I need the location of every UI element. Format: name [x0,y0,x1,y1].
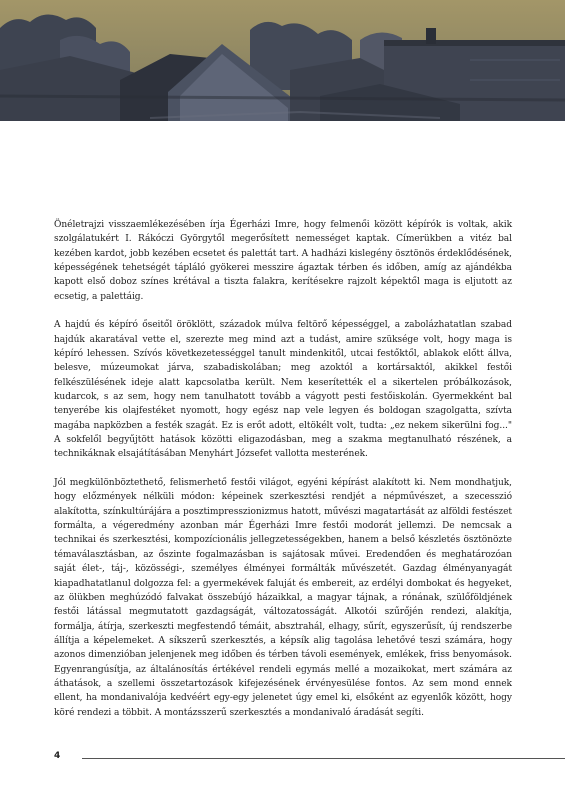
article-body [54,218,512,720]
page-footer [0,748,565,768]
page-number: 4 [54,751,61,761]
village-rooftops-painting-image [0,0,565,121]
header-painting [0,0,565,121]
paragraph-2: A hajdú és képíró őseitől öröklött, századok múlva feltörő képességgel, a zabolázhatatlan szabad hajdúk akaratával vette el, szerezte meg mind azt a tudást, amire szüksége volt, hogy maga is képíró lehessen. Szívós következetességgel tanult mindenkitől, utcai festőktől, ablakok előtt állva, belesve, múzeumokat járva, szabadiskolában; meg azoktól a kortársaktól, akikkel festői felkészülésének ideje alatt kapcsolatba került. Nem keserítették el a sikertelen próbálkozások, kudarcok, s az sem, hogy nem tanulhatott tovább a vágyott pesti festőiskolán. Gyermekként bal tenyerébe kis olajfestéket nyomott, hogy egész nap vele legyen és boldogan szagolgatta, szívta magába napközben a festék szagát. Ez is erőt adott, eltökélt volt, tudta: „ez nekem sikerülni fog..." A sokfelől begyűjtött hatások közötti eligazodásban, meg a szakma megtanulható részének, a technikáknak elsajátításában Menyhárt Józsefet vallotta mesterének. [54,320,512,460]
footer-divider [82,758,565,759]
paragraph-1: Önéletrajzi visszaemlékezésében írja Égerházi Imre, hogy felmenői között képírók is voltak, akik szolgálatukért I. Rákóczi Györgytől megerősített nemességet kaptak. Címerükben a vitéz bal kezében kardot, jobb kezében ecsetet és palettát tart. A hadházi kislegény ösztönös érdeklődésének, képességének tehetségét tápláló gyökerei messzire ágaztak térben és időben, amíg az ajándékba kapott első doboz színes krétával a tiszta falakra, kerítésekre rajzolt képektől maga is eljutott az ecsetig, a palettáig. [54,220,512,302]
paragraph-3: Jól megkülönböztethető, felismerhető festői világot, egyéni képírást alakított ki. Nem mondhatjuk, hogy előzmények nélküli módon: képeinek szerkesztési rendjét a népművészet, a szecesszió alakította, színkultúrájára a posztimpresszionizmus hatott, művészi magatartását az alföldi festészet formálta, a végeredmény azonban már Égerházi Imre festői modorát jellemzi. De nemcsak a technikai és szerkesztési, kompozícionális jellegzetességekben, hanem a belső készletés ösztönözte témaválasztásban, az őszinte fogalmazásban is sajátosak művei. Eredendően és meghatározóan saját élet-, táj-, közösségi-, személyes élményei formálták művészetét. Gazdag élményanyagát kiapadhatatlanul dolgozza fel: a gyermekévek faluját és embereit, az erdélyi dombokat és hegyeket, az ölükben meghúzódó falvakat összebújó házaikkal, a magyar tájnak, a rónának, szülőföldjének festői látással megmutatott gazdagságát, változatosságát. Alkotói szűrőjén rendezi, alakítja, formálja, átírja, szerkeszti megfestendő témáit, absztrahál, elhagy, sűrít, egyszerűsít, új rendszerbe állítja a képelemeket. A síkszerű szerkesztés, a képsík alig tagolása lehetővé teszi számára, hogy azonos dimenzióban jelenjenek meg időben és térben távoli események, emlékek, friss benyomások. Egyenrangúsítja, az általánosítás értékével rendeli egymás mellé a mozaikokat, mert számára az áthatások, a szellemi összetartozások kifejezésének érvényesülése fontos. Az sem mond ennek ellent, ha mondanivalója kedvéért egy-egy jelenetet úgy emel ki, elsőként az egyenlők között, hogy köré rendezi a többit. A montázsszerű szerkesztés a mondanivaló áradását segíti. [54,478,512,718]
